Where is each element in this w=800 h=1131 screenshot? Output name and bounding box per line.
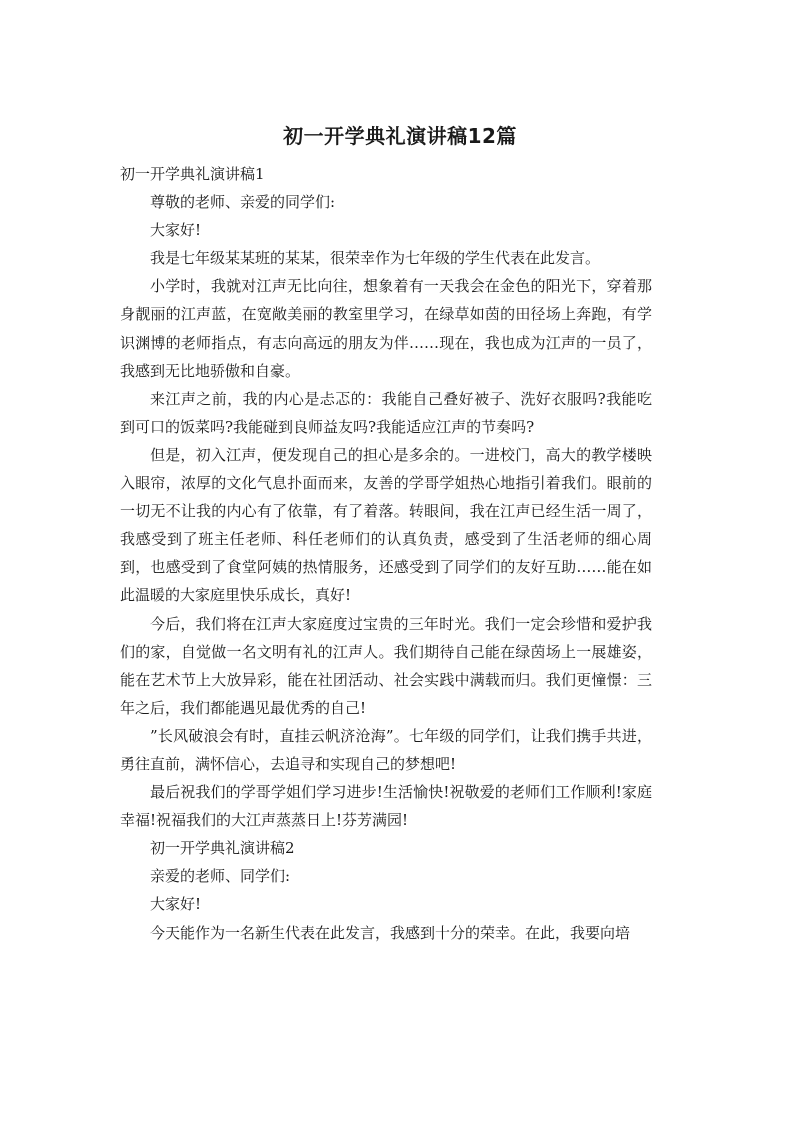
greeting: 大家好! bbox=[150, 221, 202, 240]
paragraph: 今后，我们将在江声大家庭度过宝贵的三年时光。我们一定会珍惜和爱护我们的家，自觉做一名文明有礼的江声人。我们期待自己能在绿茵场上一展雄姿，能在艺术节上大放异彩，能在社团活动、社会实践中满载而归。我们更憧憬：三年之后，我们都能遇见最优秀的自己! bbox=[120, 614, 652, 717]
paragraph: 我是七年级某某班的某某，很荣幸作为七年级的学生代表在此发言。 bbox=[150, 249, 601, 268]
salutation: 尊敬的老师、亲爱的同学们: bbox=[150, 193, 336, 212]
section-heading-speech-1: 初一开学典礼演讲稿1 bbox=[120, 165, 265, 183]
salutation: 亲爱的老师、同学们: bbox=[150, 867, 291, 886]
paragraph: ”长风破浪会有时，直挂云帆济沧海”。七年级的同学们，让我们携手共进，勇往直前，满怀信心，去追寻和实现自己的梦想吧! bbox=[120, 726, 652, 773]
paragraph: 来江声之前，我的内心是忐忑的：我能自己叠好被子、洗好衣服吗?我能吃到可口的饭菜吗?我能碰到良师益友吗?我能适应江声的节奏吗? bbox=[120, 389, 652, 436]
paragraph: 今天能作为一名新生代表在此发言，我感到十分的荣幸。在此，我要向培 bbox=[150, 923, 631, 942]
paragraph: 小学时，我就对江声无比向往，想象着有一天我会在金色的阳光下，穿着那身靓丽的江声蓝，在宽敞美丽的教室里学习，在绿草如茵的田径场上奔跑，有学识渊博的老师指点，有志向高远的朋友为伴……现在，我也成为江声的一员了，我感到无比地骄傲和自豪。 bbox=[120, 277, 652, 380]
document-title: 初一开学典礼演讲稿12篇 bbox=[283, 124, 517, 148]
greeting: 大家好! bbox=[150, 895, 202, 914]
paragraph: 但是，初入江声，便发现自己的担心是多余的。一进校门，高大的教学楼映入眼帘，浓厚的文化气息扑面而来，友善的学哥学姐热心地指引着我们。眼前的一切无不让我的内心有了依靠，有了着落。转眼间，我在江声已经生活一周了，我感受到了班主任老师、科任老师们的认真负责，感受到了生活老师的细心周到，也感受到了食堂阿姨的热情服务，还感受到了同学们的友好互助……能在如此温暖的大家庭里快乐成长，真好! bbox=[120, 445, 652, 605]
closing-wishes: 最后祝我们的学哥学姐们学习进步!生活愉快!祝敬爱的老师们工作顺利!家庭幸福!祝福我们的大江声蒸蒸日上!芬芳满园! bbox=[120, 783, 652, 830]
document-body bbox=[120, 160, 652, 947]
section-heading-speech-2: 初一开学典礼演讲稿2 bbox=[150, 839, 295, 858]
